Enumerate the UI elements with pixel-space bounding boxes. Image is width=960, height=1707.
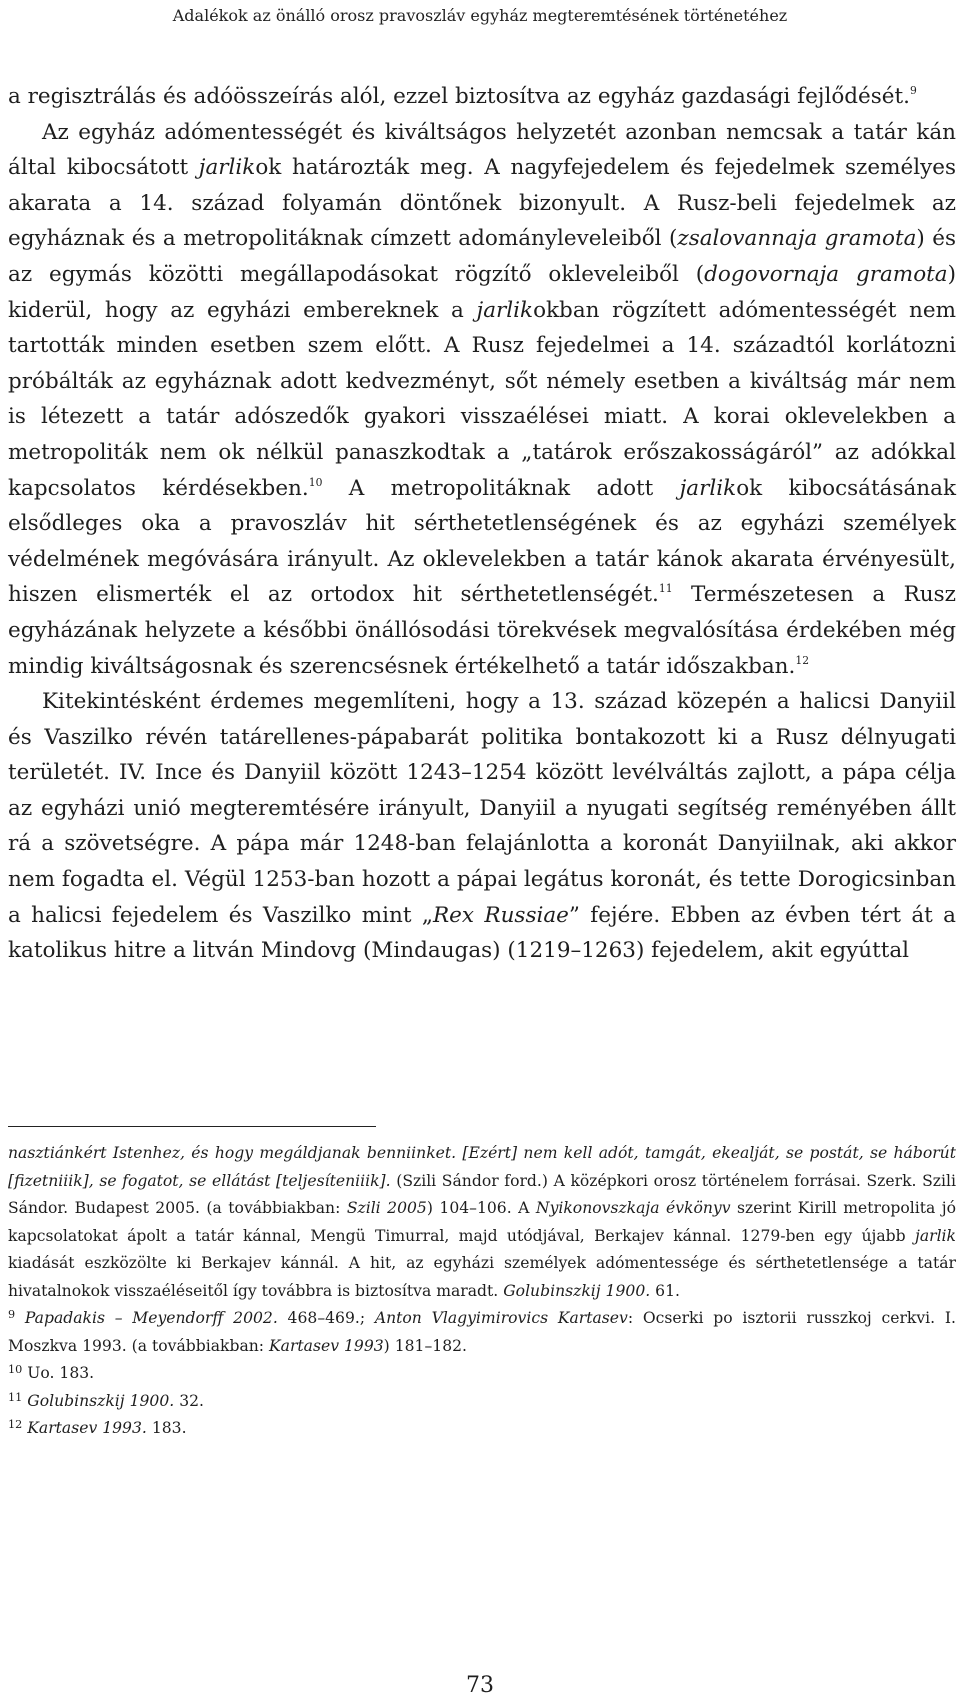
footnote-9 [8,1305,956,1360]
text-run: 61. [650,1281,680,1300]
footnote-continuation [8,1140,956,1305]
footnote-10 [8,1360,956,1388]
text-run: kiadását eszközölte ki Berkajev kánnál. A hit, az egyházi személyek adómentessége és sérthetetlensége a tatár hivatalnokok visszaéléseitől így továbbra is biztosítva maradt. [8,1254,956,1300]
paragraph [8,684,956,969]
italic-term: Papadakis – Meyendorff 2002. [24,1309,278,1327]
text-run: ok határozták meg. A nagyfejedelem és fejedelmek személyes akarata a 14. század folyamán döntőnek bizonyult. A Rusz-beli fejedelmek az egyháznak és a metropolitáknak címzett adományleveleiből ( [8,155,956,252]
main-text [8,79,956,969]
footnote-ref[interactable]: 10 [308,475,323,489]
text-run: 32. [174,1391,204,1410]
text-run: szerint Kirill metropolita jó kapcsolatokat ápolt a tatár kánnal, Mengü Timurral, majd utódjával, Berkajev kánnal. 1279-ben egy újabb [8,1199,956,1245]
footnote-number: 9 [8,1307,16,1321]
text-run: 468–469.; [277,1309,375,1327]
footnote-number: 10 [8,1362,23,1376]
italic-term: jarlik [914,1226,956,1245]
footnote-separator [8,1126,376,1127]
footnote-ref[interactable]: 11 [658,582,673,596]
footnote-ref[interactable]: 12 [795,653,810,667]
footnote-12 [8,1415,956,1443]
text-run: ok kibocsátásának elsődleges oka a pravoszláv hit sérthetetlenségének és az egyházi személyek védelmének megóvására irányult. Az oklevelekben a tatár kánok akarata érvényesült, hiszen elismerték el az ortodox hit sérthetetlenségét. [8,475,956,608]
paragraph [8,115,956,685]
italic-term: Nyikonovszkaja évkönyv [535,1199,731,1217]
italic-quote: nasztiánkért Istenhez, és hogy megáldjanak benniinket. [Ezért] nem kell adót, tamgát, ekealját, se postát, se háborút [fizetniiik], se fogatot, se ellátást [teljesíteniiik]. [8,1144,956,1190]
italic-term: Rex Russiae [432,902,569,928]
italic-term: Kartasev 1993. [27,1419,147,1437]
running-head: Adalékok az önálló orosz pravoszláv egyház megteremtésének történetéhez [172,6,788,25]
footnote-number: 11 [8,1390,23,1404]
text-run: 183. [146,1419,187,1437]
text-run: Az egyház adómentességét és kiváltságos helyzetét azonban nemcsak a tatár kán által kibocsátott [8,119,956,181]
footnotes [8,1140,956,1443]
text-run: : Ocserki po isztorii russzkoj cerkvi. I. Moszkva 1993. (a továbbiakban: [8,1309,956,1355]
text-run: A metropolitáknak adott [322,475,680,501]
italic-term: Szili 2005 [346,1199,427,1217]
page-number: 73 [466,1673,494,1698]
italic-term: zsalovannaja gramota [677,226,917,252]
italic-term: jarlik [198,155,256,181]
text-run: a regisztrálás és adóösszeírás alól, ezzel biztosítva az egyház gazdasági fejlődését. [8,84,911,109]
italic-term: Kartasev 1993 [269,1336,384,1355]
italic-term: dogovornaja gramota [704,261,948,287]
footnote-ref[interactable]: 9 [910,83,917,97]
text-run: Uo. 183. [27,1364,95,1382]
text-run: (Szili Sándor ford.) A középkori orosz történelem forrásai. Szerk. Szili Sándor. Budapest 2005. (a továbbiakban: [8,1171,956,1217]
text-run: ) 181–182. [383,1336,467,1355]
text-run: Kitekintésként érdemes megemlíteni, hogy a 13. század közepén a halicsi Danyiil és Vaszilko révén tatárellenes-pápabarát politika bontakozott ki a Rusz délnyugati területét. IV. Ince és Danyiil között 1243–1254 között levélváltás zajlott, a pápa célja az egyházi unió megteremtésére irányult, Danyiil a nyugati segítség reményében állt rá a szövetségre. A pápa már 1248-ban felajánlotta a koronát Danyiilnak, aki akkor nem fogadta el. Végül 1253-ban hozott a pápai legátus koronát, és tette Dorogicsinban a halicsi fejedelem és Vaszilko mint „ [8,689,956,928]
italic-term: Anton Vlagyimirovics Kartasev [374,1309,628,1327]
italic-term: jarlik [476,297,534,323]
text-run: ) kiderül, hogy az egyházi embereknek a [8,261,956,323]
italic-term: jarlik [679,475,737,501]
italic-term: Golubinszkij 1900. [503,1281,651,1300]
text-run: ” fejére. Ebben az évben tért át a katolikus hitre a litván Mindovg (Mindaugas) (1219–1263) fejedelem, akit egyúttal [8,902,956,964]
text-run: ) 104–106. A [426,1199,536,1217]
footnote-number: 12 [8,1417,23,1431]
text-run: ) és az egymás közötti megállapodásokat rögzítő okleveleiből ( [8,226,956,287]
text-run: Természetesen a Rusz egyházának helyzete a későbbi önállósodási törekvések megvalósítása érdekében még mindig kiváltságosnak és szerencsésnek értékelhető a tatár időszakban. [8,582,956,679]
paragraph [8,79,956,115]
footnote-11 [8,1388,956,1416]
italic-term: Golubinszkij 1900. [27,1391,175,1410]
text-run: okban rögzített adómentességét nem tartották minden esetben szem előtt. A Rusz fejedelmei a 14. századtól korlátozni próbálták az egyháznak adott kedvezményt, sőt némely esetben a kiváltság már nem is létezett a tatár adószedők gyakori visszaélései miatt. A korai oklevelekben a metropoliták nem ok nélkül panaszkodtak a „tatárok erőszakosságáról” az adókkal kapcsolatos kérdésekben. [8,297,956,501]
